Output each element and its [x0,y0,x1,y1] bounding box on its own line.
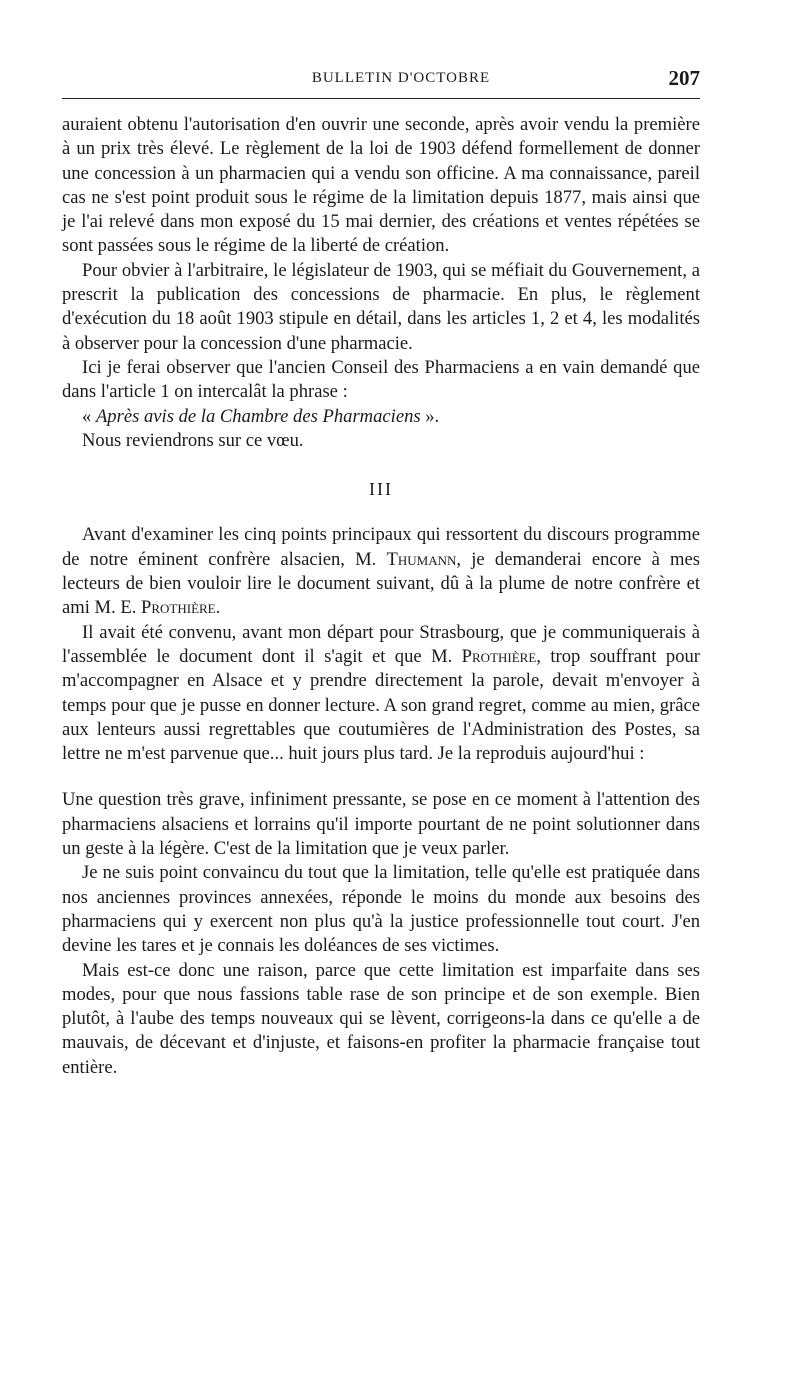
paragraph-strasbourg [62,621,700,767]
paragraph-continued: auraient obtenu l'autorisation d'en ouvrir une seconde, après avoir vendu la première à un prix très élevé. Le règlement de la loi de 1903 défend formellement de donner une concession à un pharmacien qui a vendu son officine. A ma connaissance, pareil cas ne s'est point produit sous le régime de la limitation depuis 1877, mais ainsi que je l'ai relevé dans mon exposé du 15 mai dernier, des créations et ventes répétées se sont passées sous le régime de la liberté de création. [62,114,700,257]
page [62,62,700,1080]
letter-paragraph-raison: Mais est-ce donc une raison, parce que cette limitation est imparfaite dans ses modes, pour que nous fassions table rase de son principe et de son exemple. Bien plutôt, à l'aube des temps nouveaux qui se lèvent, corrigeons-la dans ce qu'elle a de mauvais, de décevant et d'injuste, et faisons-en profiter la pharmacie française tout entière. [62,959,700,1078]
section-heading: III [369,479,393,500]
text-segment: Avant d'examiner les cinq points principaux qui ressortent du discours programme de notre éminent confrère alsacien, M. [62,524,700,570]
paragraph-voeu: Nous reviendrons sur ce vœu. [82,429,304,451]
spacer [62,766,700,788]
quoted-phrase [62,405,700,429]
paragraph-conseil: Ici je ferai observer que l'ancien Conseil des Pharmaciens a en vain demandé que dans l'article 1 on intercalât la phrase : [62,356,700,403]
person-name-prothiere: Prothière [141,597,216,619]
quote-close-mark: ». [420,405,440,427]
page-number: 207 [668,66,700,90]
paragraph-publication: Pour obvier à l'arbitraire, le législateur de 1903, qui se méfiait du Gouvernement, a prescrit la publication des concessions de pharmacie. En plus, le règlement d'exécution du 18 août 1903 stipule en détail, dans les articles 1, 2 et 4, les modalités à observer pour la concession d'une pharmacie. [62,259,700,354]
letter-paragraph-conviction: Je ne suis point convaincu du tout que la limitation, telle qu'elle est pratiquée dans nos anciennes provinces annexées, réponde le moins du monde aux besoins des pharmaciens qui y exercent non plus qu'à la justice professionnelle tout court. J'en devine les tares et je connais les doléances de ses victimes. [62,862,700,957]
body-text [62,113,700,1080]
person-name-thumann: Thumann [386,548,457,570]
page-header [62,62,700,99]
letter-paragraph-question: Une question très grave, infiniment pressante, se pose en ce moment à l'attention des pharmaciens alsaciens et lorrains qu'il importe pourtant de ne point solutionner dans un geste à la légère. C'est de la limitation que je veux parler. [62,789,700,860]
text-segment: , trop souffrant pour m'accompagner en Alsace et y prendre directement la parole, devait m'envoyer à temps pour que je pusse en donner lecture. A son grand regret, comme au mien, grâce aux lenteurs aussi regrettables que coutumières de l'Administration des Postes, sa lettre ne m'est parvenue que... huit jours plus tard. Je la reproduis aujourd'hui : [62,645,700,765]
quote-text: Après avis de la Chambre des Pharmaciens [95,405,421,427]
person-name-prothiere: Prothière [461,645,537,667]
text-segment: . [215,597,221,619]
text-segment: Il avait été convenu, avant mon départ pour Strasbourg, que je communiquerais à l'assemblée le document dont il s'agit et que M. [62,621,700,667]
quote-open-mark: « [82,405,96,427]
paragraph-intro-document [62,523,700,620]
running-head: BULLETIN D'OCTOBRE [311,70,491,86]
text-segment: , je demanderai encore à mes lecteurs de bien vouloir lire le document suivant, dû à la plume de notre confrère et ami M. E. [62,548,700,619]
